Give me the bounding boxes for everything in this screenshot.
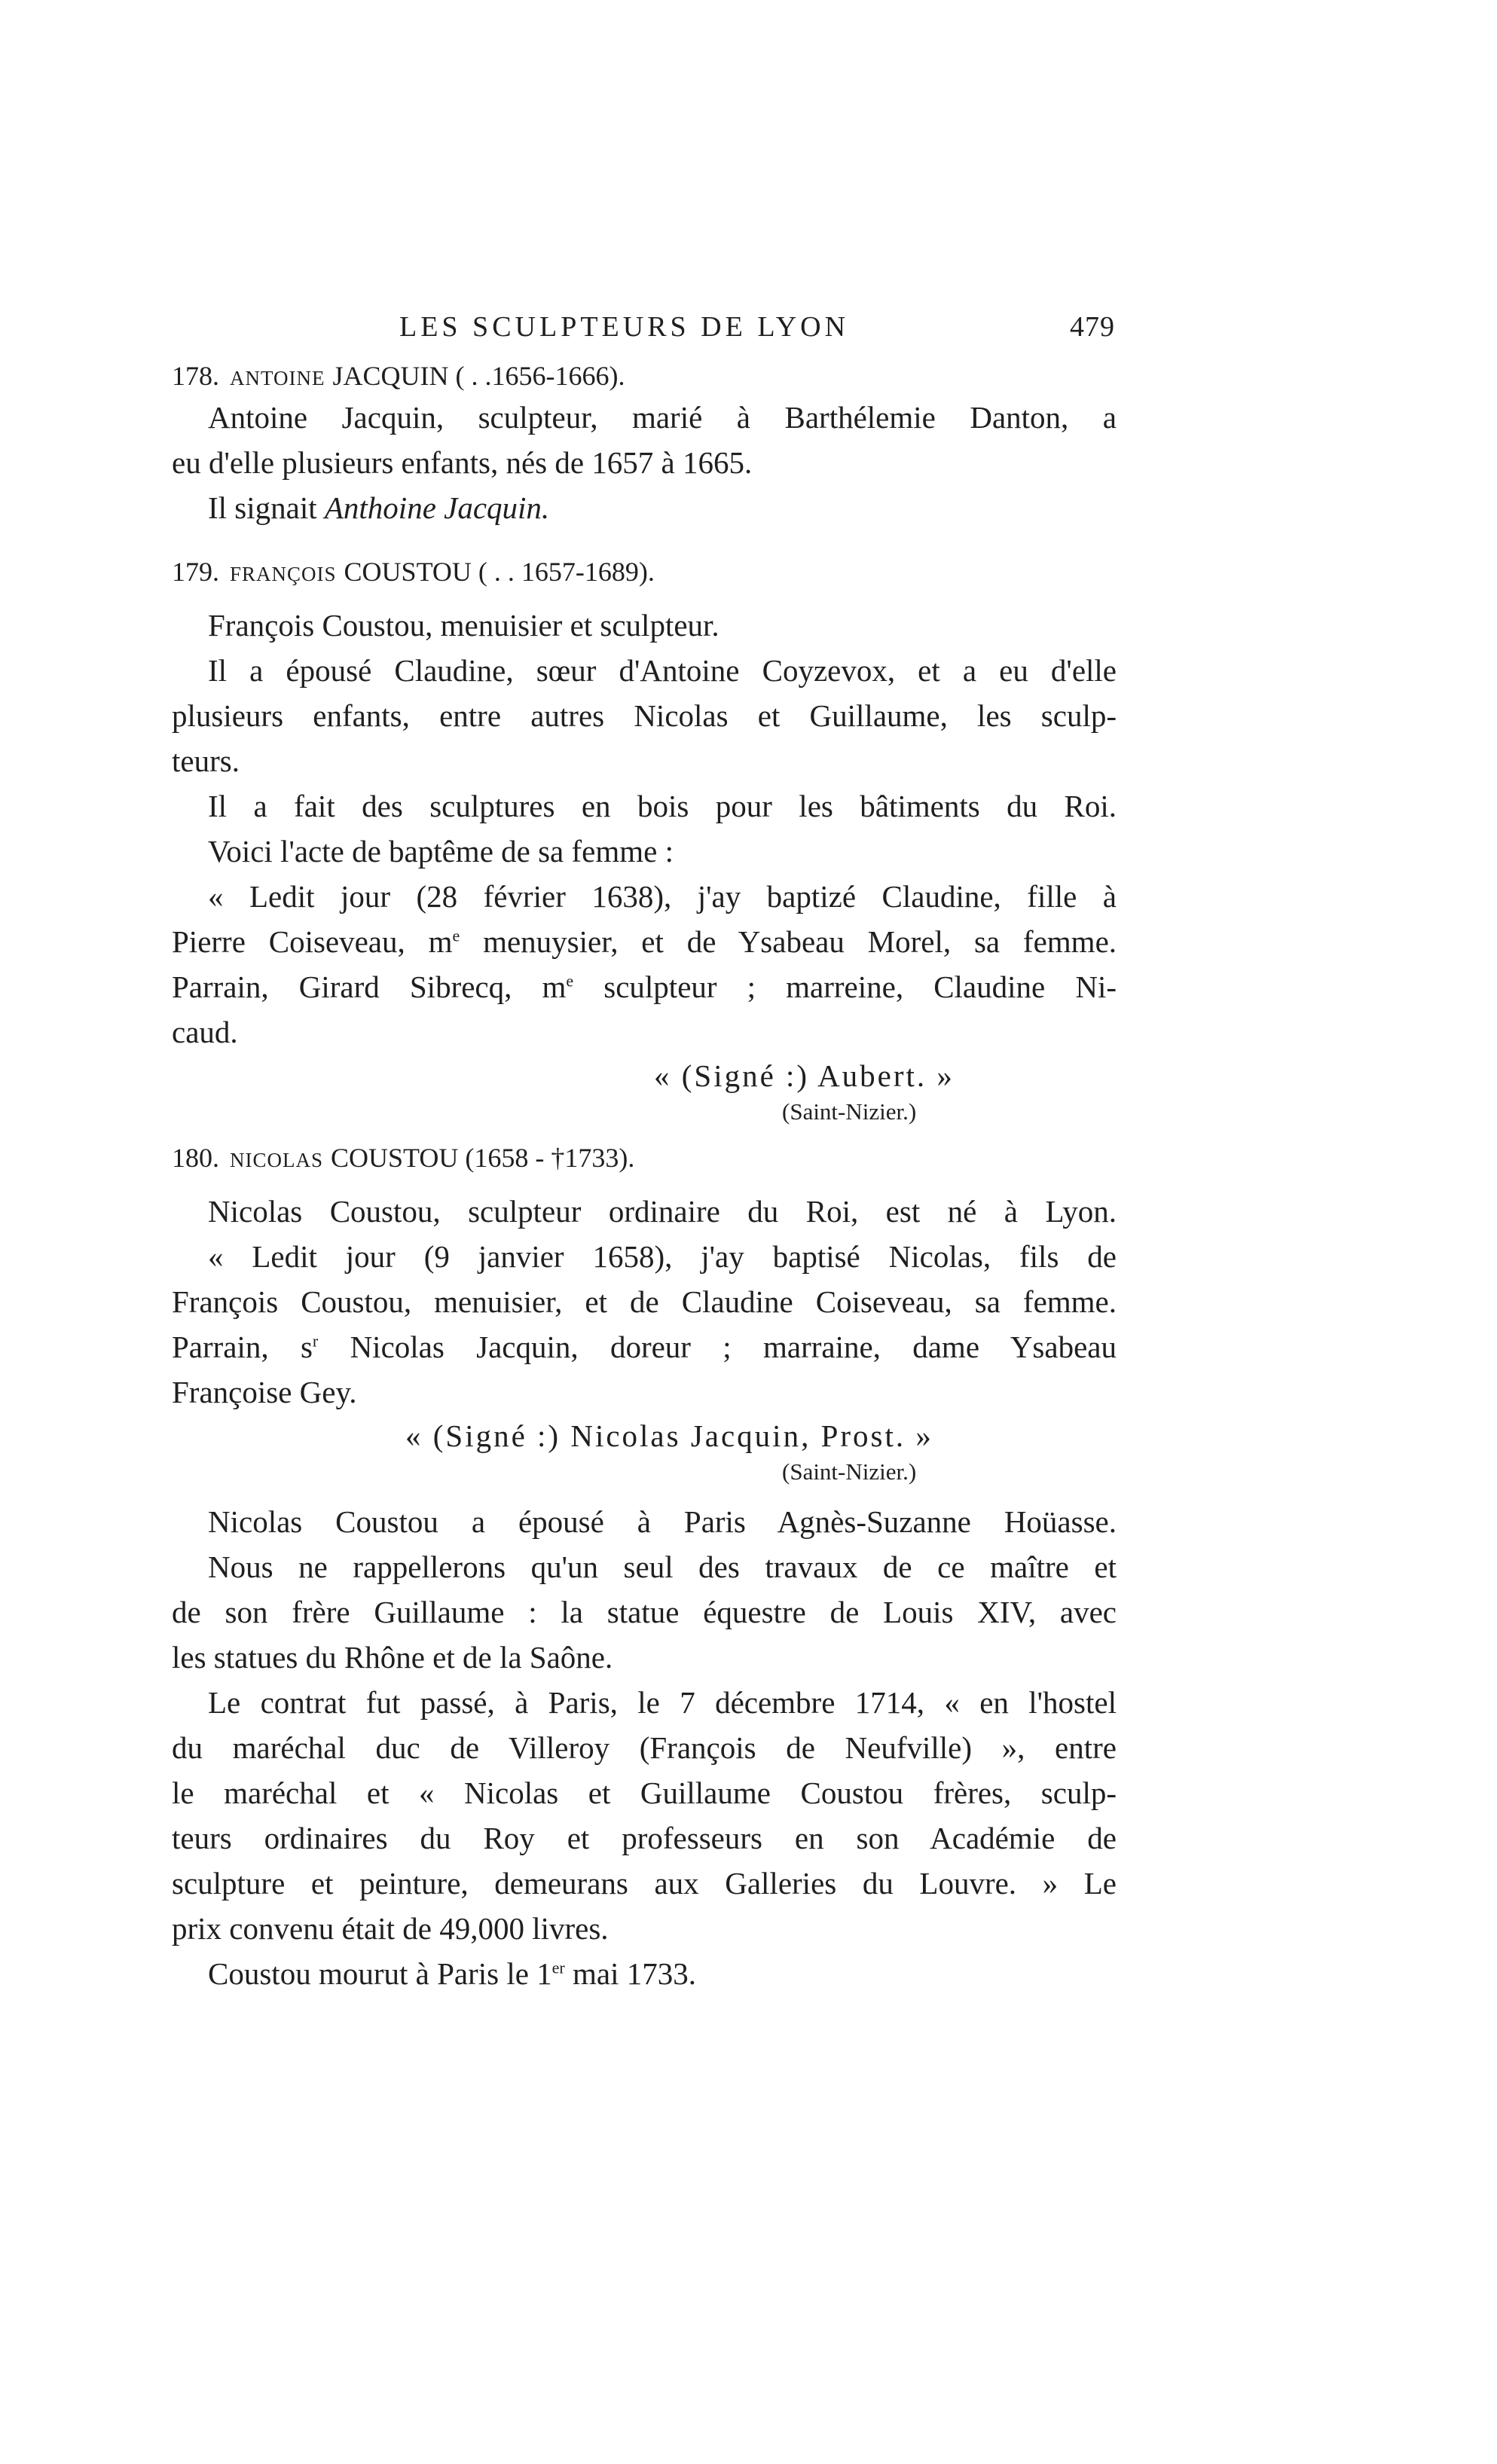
paragraph-line: Antoine Jacquin, sculpteur, marié à Barthélemie Danton, a — [208, 400, 1117, 435]
paragraph-line: Parrain, $s^r$ Nicolas Jacquin, doreur ; marraine, dame Ysabeau — [172, 1330, 1117, 1364]
paragraph-line: prix convenu était de 49,000 livres. — [172, 1911, 609, 1946]
paragraph-line: eu d'elle plusieurs enfants, nés de 1657 à 1665. — [172, 445, 753, 480]
entry-surname: COUSTOU — [331, 1143, 459, 1173]
paragraph-line: teurs. — [172, 743, 240, 778]
entry-surname: JACQUIN — [332, 361, 449, 391]
paragraph-line: Le contrat fut passé, à Paris, le 7 décembre 1714, « en l'hostel — [208, 1685, 1117, 1720]
signature-name: Anthoine Jacquin. — [324, 490, 550, 525]
signed-line: « (Signé :) Aubert. » — [654, 1058, 955, 1093]
signed-line: « (Signé :) Nicolas Jacquin, Prost. » — [405, 1418, 933, 1453]
paragraph-line: de son frère Guillaume : la statue équestre de Louis XIV, avec — [172, 1595, 1117, 1629]
entry-dates: ( . .1656-1666). — [455, 361, 625, 391]
paragraph-line: Parrain, Girard Sibrecq, $m^e$ sculpteur ; marreine, Claudine Ni- — [172, 969, 1117, 1004]
entry-first-name: FRANÇOIS — [230, 563, 337, 585]
running-header — [173, 310, 1115, 356]
paragraph-line: les statues du Rhône et de la Saône. — [172, 1640, 613, 1675]
paragraph-line: Il a fait des sculptures en bois pour les bâtiments du Roi. — [208, 789, 1117, 823]
signature-line — [172, 485, 1117, 530]
paragraph-line: Il a épousé Claudine, sœur d'Antoine Coyzevox, et a eu d'elle — [208, 653, 1117, 688]
entry-heading-180 — [172, 1139, 1117, 1177]
entry-dates: ( . . 1657-1689). — [478, 557, 655, 587]
entry-first-name: ANTOINE — [230, 367, 325, 389]
entry-surname: COUSTOU — [344, 557, 472, 587]
entry-heading-179 — [172, 553, 1117, 591]
running-title: LES SCULPTEURS DE LYON — [399, 311, 850, 343]
source-note: (Saint-Nizier.) — [782, 1458, 917, 1485]
paragraph-line: Françoise Gey. — [172, 1375, 357, 1409]
page-body — [172, 357, 1117, 1996]
paragraph-line: « Ledit jour (28 février 1638), j'ay baptizé Claudine, fille à — [208, 879, 1117, 914]
entry-number: 178. — [172, 361, 219, 391]
paragraph-line: caud. — [172, 1015, 238, 1049]
paragraph-line: François Coustou, menuisier et sculpteur. — [208, 608, 719, 643]
paragraph-line: sculpture et peinture, demeurans aux Galleries du Louvre. » Le — [172, 1866, 1117, 1901]
paragraph-line: le maréchal et « Nicolas et Guillaume Coustou frères, sculp- — [172, 1775, 1117, 1810]
entry-dates: (1658 - †1733). — [465, 1143, 635, 1173]
paragraph-line: François Coustou, menuisier, et de Claudine Coiseveau, sa femme. — [172, 1284, 1117, 1319]
paragraph-line: Pierre Coiseveau, $m^e$ menuysier, et de Ysabeau Morel, sa femme. — [172, 924, 1117, 959]
entry-number: 179. — [172, 557, 219, 587]
source-note: (Saint-Nizier.) — [782, 1098, 917, 1125]
paragraph-line: teurs ordinaires du Roy et professeurs en son Académie de — [172, 1821, 1117, 1855]
paragraph-line: plusieurs enfants, entre autres Nicolas et Guillaume, les sculp- — [172, 698, 1117, 733]
page-number: 479 — [1070, 311, 1115, 343]
paragraph-line: Coustou mourut à Paris le 1er mai 1733. — [208, 1956, 696, 1991]
paragraph-line: Nicolas Coustou a épousé à Paris Agnès-Suzanne Hoüasse. — [208, 1504, 1117, 1539]
signature-prefix: Il signait — [208, 490, 317, 525]
entry-first-name: NICOLAS — [230, 1149, 324, 1171]
paragraph-line: Nicolas Coustou, sculpteur ordinaire du Roi, est né à Lyon. — [208, 1194, 1117, 1229]
entry-number: 180. — [172, 1143, 219, 1173]
paragraph-line: « Ledit jour (9 janvier 1658), j'ay baptisé Nicolas, fils de — [208, 1239, 1117, 1274]
paragraph-line: Nous ne rappellerons qu'un seul des travaux de ce maître et — [208, 1550, 1117, 1584]
paragraph-line: du maréchal duc de Villeroy (François de Neufville) », entre — [172, 1730, 1117, 1765]
paragraph-line: Voici l'acte de baptême de sa femme : — [208, 834, 674, 869]
entry-heading-178 — [172, 357, 1117, 395]
